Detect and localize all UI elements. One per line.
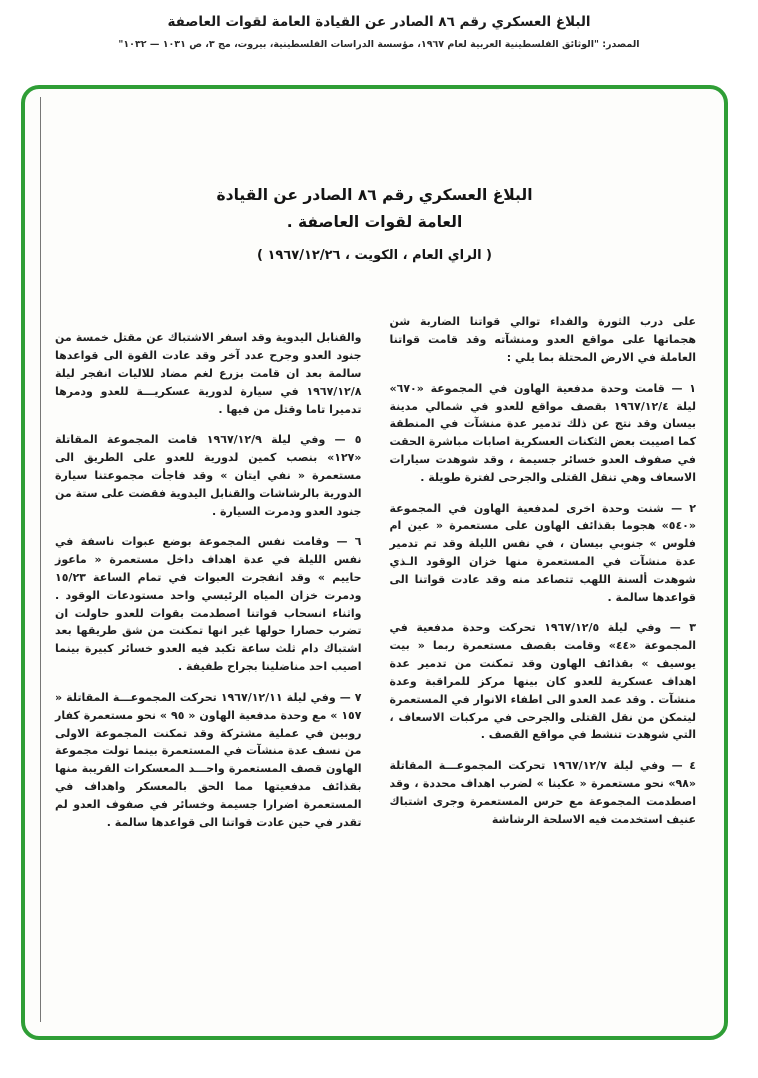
document-title-line1: البلاغ العسكري رقم ٨٦ الصادر عن القيادة [216, 186, 533, 204]
document-title [160, 182, 590, 236]
paragraph-item-4: ٤ — وفي ليلة ١٩٦٧/١٢/٧ تحركت المجموعـــة المقاتلة «٩٨» نحو مستعمرة « عكينا » لضرب اهداف محددة ، وقد اصطدمت المجموعة مع حرس المستعمرة وجرى اشتباك عنيف استخدمت فيه الاسلحة الرشاشة [389, 759, 696, 826]
paragraph-item-6: ٦ — وقامت نفس المجموعة بوضع عبوات ناسفة في نفس الليلة في عدة اهداف داخل مستعمرة « ماعوز حاييم » وقد انفجرت العبوات في تمام الساعة ١٥/٢٣ ودمرت خزان المياه الرئيسي واحد مستودعات الوقود . واثناء انسحاب قواتنا اصطدمت بقوات للعدو حاولت ان تضرب حصارا حولها غير انها تمكنت من شق طريقها بعد اشتباك دام ثلث ساعة تكبد فيه العدو خسائر كبيرة بينما اصيب احد مناضلينا بجراح طفيفة . [55, 535, 362, 674]
document-title-line2: العامة لقوات العاصفة . [286, 213, 463, 232]
scan-artifact-vertical-line [40, 97, 41, 1022]
paragraph-item-5: ٥ — وفي ليلة ١٩٦٧/١٢/٩ قامت المجموعة المقاتلة «١٢٧» بنصب كمين لدورية للعدو على الطريق الى مستعمرة « نفي ايتان » وقد فاجأت مجموعتنا سيارة الدورية بالرشاشات والقنابل اليدوية فقضت على ستة من جنود العدو ودمرت السيارة . [55, 433, 362, 518]
page-header [0, 14, 758, 50]
document-columns [25, 263, 724, 844]
paragraph-item-2: ٢ — شنت وحدة اخرى لمدفعية الهاون في المجموعة «٥٤٠» هجوما بقذائف الهاون على مستعمرة « عين ام فلوس » جنوبي بيسان ، في نفس الليلة وقد تم تدمير عدة منشآت في المستعمرة منها خزان الوقود الـذي شوهدت ألسنة اللهب تتصاعد منه وقد عادت قواتنا الى قواعدها سالمة . [389, 501, 696, 604]
paragraph-intro: على درب الثورة والفداء توالي قواتنا الضاربة شن هجماتها على مواقع العدو ومنشآته وقد قامت قواتنا العاملة في الارض المحتلة بما يلي : [389, 315, 696, 364]
paragraph-item-3: ٣ — وفي ليلة ١٩٦٧/١٢/٥ تحركت وحدة مدفعية في المجموعة «٤٤» وقامت بقصف مستعمرة ربما « بيت يوسيف » بقذائف الهاون وقد تمكنت من تدمير عدة اهداف عسكرية للعدو كان بينها مركز للمراقبة وعدة منشآت . وقد عمد العدو الى اطفاء الانوار في المستعمرة ليتمكن من نقل القتلى والجرحى في مركبات الاسعاف ، التي شوهدت تنشط في مواقع القصف . [389, 621, 696, 742]
header-title: البلاغ العسكري رقم ٨٦ الصادر عن القيادة العامة لقوات العاصفة [167, 14, 591, 30]
column-left [55, 313, 362, 844]
document-subtitle: ( الراي العام ، الكويت ، ١٩٦٧/١٢/٢٦ ) [257, 248, 492, 264]
paragraph-continuation: والقنابل اليدوية وقد اسفر الاشتباك عن مقتل خمسة من جنود العدو وجرح عدد آخر وقد عادت القوة الى قواعدها سالمة بعد ان قامت بزرع لغم مضاد للاليات انفجر ليلة ١٩٦٧/١٢/٨ في سيارة لدورية عسكريـــة للعدو ودمرها تدميرا تاما وقتل من فيها . [55, 331, 362, 416]
paragraph-item-1: ١ — قامت وحدة مدفعية الهاون في المجموعة «٦٧٠» ليلة ١٩٦٧/١٢/٤ بقصف مواقع للعدو في شمالي مدينة بيسان وقد نتج عن ذلك تدمير عدة منشآت في المنطقة كما اصيبت بعض الثكنات العسكرية اصابات مباشرة الحقت في صفوف العدو خسائر جسيمة ، وقد شوهدت سيارات الاسعاف وهي تنقل القتلى والجرحى لفترة طويلة . [389, 381, 696, 484]
column-right [390, 313, 697, 844]
header-source-line: المصدر: "الوثائق الفلسطينية العربية لعام ١٩٦٧، مؤسسة الدراسات الفلسطينية، بيروت، مج ٣، ص ١٠٣١ — ١٠٣٢" [118, 39, 640, 50]
paragraph-item-7: ٧ — وفي ليلة ١٩٦٧/١٢/١١ تحركت المجموعـــة المقاتلة « ١٥٧ » مع وحدة مدفعية الهاون « ٩٥ » نحو مستعمرة كفار روبين في عملية مشتركة وقد تمكنت المجموعة الاولى من نسف عدة منشآت في المستعمرة بينما تولت مجموعة الهاون قصف المستعمرة واحـــد المعسكرات القريبة منها بقذائف مدفعيتها مما الحق بالمعسكر واهداف في المستعمرة اضرارا جسيمة وخسائر في صفوف العدو لم تقدر في حين عادت قواتنا الى قواعدها سالمة . [55, 690, 362, 829]
document-frame [21, 85, 728, 1040]
